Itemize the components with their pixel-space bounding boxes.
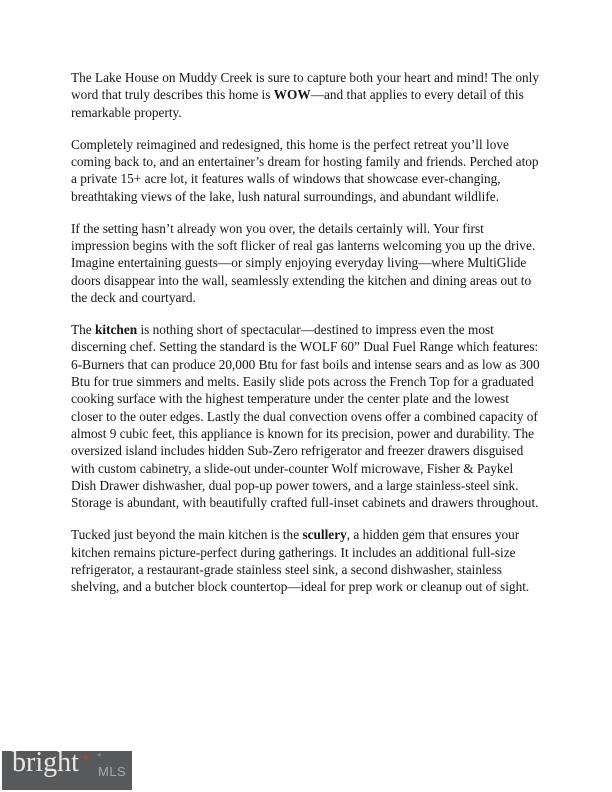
text-run: —and that applies to every detail of this remarkable property. <box>71 87 524 120</box>
text-run: is nothing short of spectacular—destined to impress even the most discerning chef. Setting the standard is the WOLF 60” Dual Fuel Range which features: 6-Burners that can produce 20,000 Btu for fast boils and intense sears and as low as 300 Btu for true simmers and melts. Easily slide pots across the French Top for a graduated cooking surface with the highest temperature under the center plate and the lowest closer to the outer edges. Lastly the dual convection ovens offer a combined capacity of almost 9 cubic feet, this appliance is known for its precision, power and durability. The oversized island includes hidden Sub-Zero refrigerator and freezer drawers disguised with custom cabinetry, a slide-out under-counter Wolf microwave, Fisher & Paykel Dish Drawer dishwasher, dual pop-up power towers, and a large stainless-steel sink. Storage is abundant, with beautifully crafted full-inset cabinets and drawers throughout. <box>71 321 540 511</box>
bright-mls-star-icon: ✦ <box>81 751 92 765</box>
bright-mls-suffix-text: MLS <box>98 764 127 779</box>
text-run: The Lake House on Muddy Creek is sure to capture both your heart and mind! The only word that truly describes this home is <box>71 70 539 103</box>
text-run: Tucked just beyond the main kitchen is the <box>71 527 303 543</box>
paragraph <box>71 526 541 595</box>
text-run: The <box>71 321 95 337</box>
bold-text-run: scullery <box>302 527 347 543</box>
bright-mls-spark-icon: ✧ <box>97 752 103 759</box>
paragraph <box>71 136 541 205</box>
text-run: If the setting hasn’t already won you over, the details certainly will. Your first impression begins with the soft flicker of real gas lanterns welcoming you up the drive. Imagine entertaining guests—or simply enjoying everyday living—where MultiGlide doors disappear into the wall, seamlessly extending the kitchen and dining areas out to the deck and courtyard. <box>71 220 536 305</box>
bright-mls-brand-text: bright <box>12 747 79 778</box>
bold-text-run: kitchen <box>95 321 138 337</box>
paragraph <box>71 220 541 307</box>
bright-mls-logo <box>2 747 132 790</box>
bold-text-run: WOW <box>273 87 311 103</box>
paragraph <box>71 69 541 121</box>
text-run: , a hidden gem that ensures your kitchen remains picture-perfect during gatherings. It includes an additional full-size refrigerator, a restaurant-grade stainless steel sink, a second dishwasher, stainless shelving, and a butcher block countertop—ideal for prep work or cleanup out of sight. <box>71 527 530 595</box>
text-run: Completely reimagined and redesigned, this home is the perfect retreat you’ll love coming back to, and an entertainer’s dream for hosting family and friends. Perched atop a private 15+ acre lot, it features walls of windows that showcase ever-changing, breathtaking views of the lake, lush natural surroundings, and abundant wildlife. <box>71 136 539 204</box>
document-body <box>71 69 541 610</box>
paragraph <box>71 321 541 512</box>
